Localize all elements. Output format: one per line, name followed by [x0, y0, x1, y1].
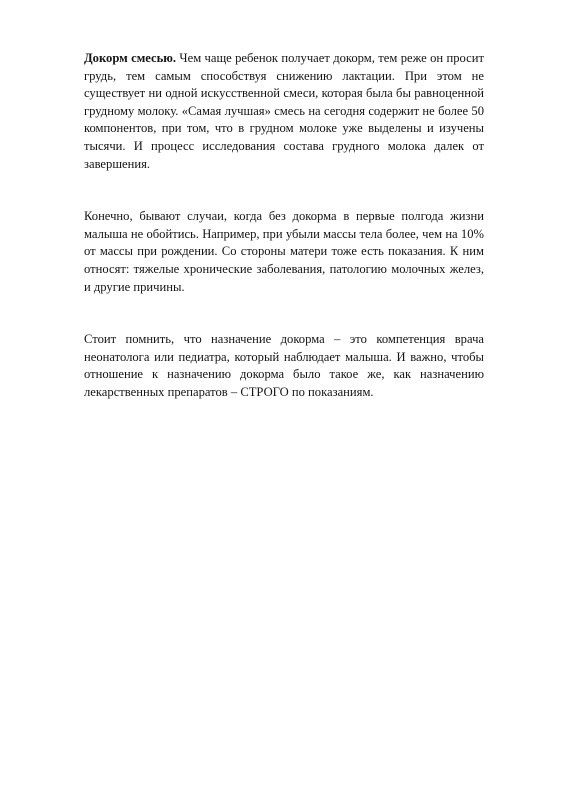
paragraph-text: Конечно, бывают случаи, когда без докорма в первые полгода жизни малыша не обойтись. Например, при убыли массы тела более, чем на 10% от массы при рождении. Со стороны матери тоже есть показания. К ним относят: тяжелые хронические заболевания, патологию молочных желез, и другие причины. — [84, 209, 484, 294]
paragraph-prescription — [84, 331, 484, 401]
paragraph-indications — [84, 208, 484, 296]
paragraph-text: Чем чаще ребенок получает докорм, тем реже он просит грудь, тем самым способствуя снижению лактации. При этом не существует ни одной искусственной смеси, которая была бы равноценной грудному молоку. «Самая лучшая» смесь на сегодня содержит не более 50 компонентов, при том, что в грудном молоке уже выделены и изучены тысячи. И процесс исследования состава грудного молока далек от завершения. — [84, 51, 484, 171]
paragraph-text: Стоит помнить, что назначение докорма – это компетенция врача неонатолога или педиатра, который наблюдает малыша. И важно, чтобы отношение к назначению докорма было такое же, как назначению лекарственных препаратов – СТРОГО по показаниям. — [84, 332, 484, 399]
paragraph-lead-heading: Докорм смесью. — [84, 51, 177, 65]
paragraph-formula-feeding — [84, 50, 484, 173]
document-body — [84, 50, 484, 402]
